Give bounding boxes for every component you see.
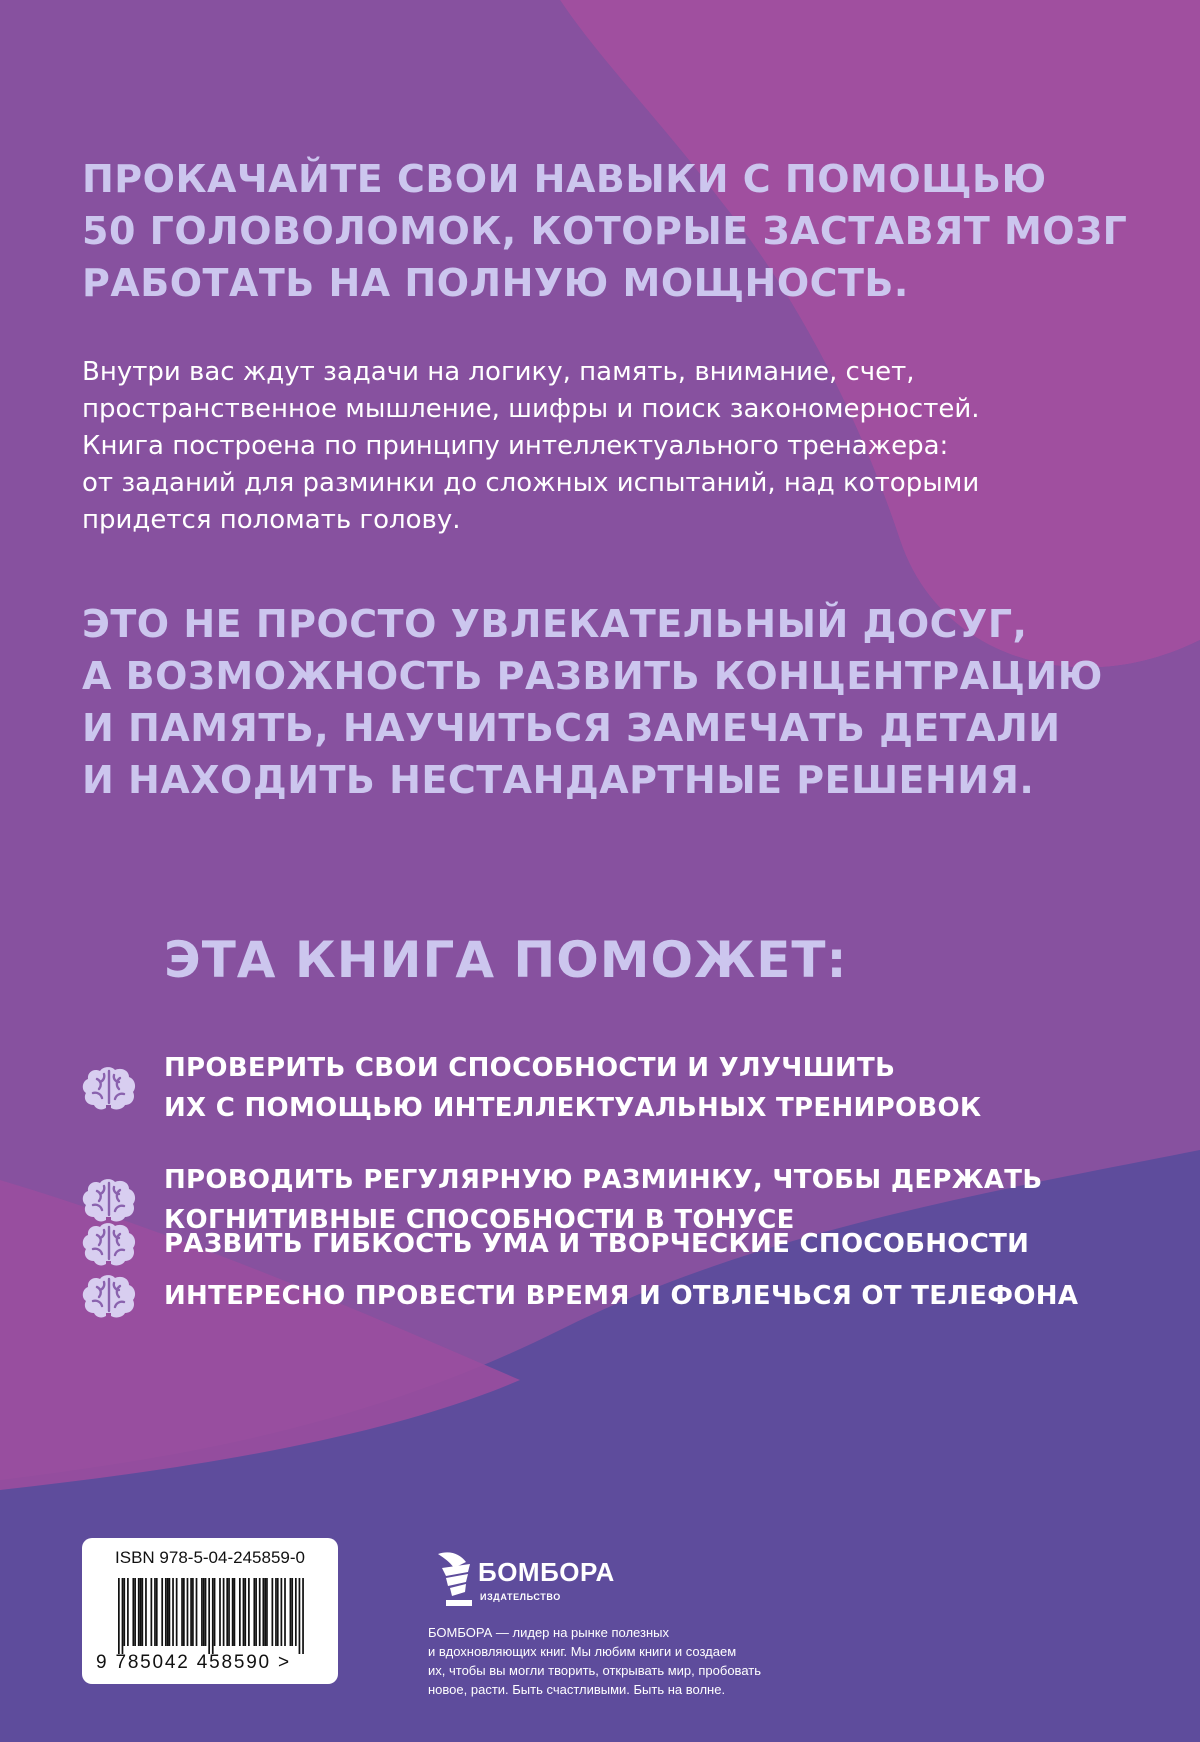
barcode-bar bbox=[138, 1578, 140, 1646]
intro-body-line: пространственное мышление, шифры и поиск закономерностей. bbox=[82, 394, 980, 424]
intro-body-line: Внутри вас ждут задачи на логику, память, внимание, счет, bbox=[82, 357, 915, 387]
barcode-bar bbox=[248, 1578, 250, 1646]
barcode-bar bbox=[299, 1578, 301, 1654]
barcode-bar bbox=[140, 1578, 142, 1646]
barcode-bar bbox=[244, 1578, 246, 1646]
barcode-bar bbox=[259, 1578, 261, 1646]
barcode-bar bbox=[232, 1578, 234, 1646]
isbn-barcode-box bbox=[82, 1538, 338, 1684]
intro-heading-line: ПРОКАЧАЙТЕ СВОИ НАВЫКИ С ПОМОЩЬЮ bbox=[82, 157, 1047, 201]
barcode-bar bbox=[205, 1578, 207, 1646]
benefit-text-line: РАЗВИТЬ ГИБКОСТЬ УМА И ТВОРЧЕСКИЕ СПОСОБНОСТИ bbox=[164, 1229, 1030, 1259]
barcode-bar bbox=[226, 1578, 228, 1646]
barcode-bar bbox=[141, 1578, 143, 1646]
barcode-bar bbox=[290, 1578, 292, 1646]
publisher-blurb-line: БОМБОРА — лидер на рынке полезных bbox=[428, 1625, 669, 1640]
barcode-bar bbox=[156, 1578, 158, 1646]
barcode-bar bbox=[145, 1578, 147, 1646]
barcode-bar bbox=[123, 1578, 125, 1646]
benefits-title: ЭТА КНИГА ПОМОЖЕТ: bbox=[164, 931, 848, 989]
barcode-bar bbox=[255, 1578, 257, 1646]
barcode-bar bbox=[234, 1578, 236, 1646]
benefit-text-line: ПРОВЕРИТЬ СВОИ СПОСОБНОСТИ И УЛУЧШИТЬ bbox=[164, 1053, 896, 1083]
isbn-label: ISBN 978-5-04-245859-0 bbox=[115, 1548, 305, 1567]
barcode-bar bbox=[154, 1578, 156, 1646]
promo-heading-line: И НАХОДИТЬ НЕСТАНДАРТНЫЕ РЕШЕНИЯ. bbox=[82, 758, 1035, 802]
publisher-blurb-line: и вдохновляющих книг. Мы любим книги и создаем bbox=[428, 1644, 737, 1659]
barcode-bar bbox=[262, 1578, 264, 1646]
barcode-bar bbox=[183, 1578, 185, 1646]
publisher-blurb-line: их, чтобы вы могли творить, открывать мир, пробовать bbox=[428, 1663, 761, 1678]
intro-heading bbox=[82, 153, 1127, 309]
barcode-bar bbox=[190, 1578, 192, 1646]
barcode-bar bbox=[203, 1578, 205, 1646]
benefit-text bbox=[164, 1276, 1078, 1316]
benefit-text-line: ПРОВОДИТЬ РЕГУЛЯРНУЮ РАЗМИНКУ, ЧТОБЫ ДЕРЖАТЬ bbox=[164, 1165, 1043, 1195]
barcode-bar bbox=[214, 1578, 216, 1646]
promo-heading-line: И ПАМЯТЬ, НАУЧИТЬСЯ ЗАМЕЧАТЬ ДЕТАЛИ bbox=[82, 706, 1061, 750]
barcode-bar bbox=[281, 1578, 283, 1646]
barcode-bar bbox=[264, 1578, 266, 1646]
barcode-bar bbox=[127, 1578, 129, 1646]
barcode-bar bbox=[243, 1578, 245, 1646]
barcode-bar bbox=[277, 1578, 279, 1646]
intro-body-line: Книга построена по принципу интеллектуального тренажера: bbox=[82, 431, 949, 461]
brain-icon bbox=[80, 1221, 138, 1267]
barcode-bar bbox=[165, 1578, 167, 1646]
barcode-bar bbox=[284, 1578, 286, 1646]
benefit-text bbox=[164, 1224, 1029, 1264]
barcode-bar bbox=[187, 1578, 189, 1646]
barcode bbox=[118, 1578, 304, 1654]
barcode-bar bbox=[132, 1578, 134, 1646]
barcode-bar bbox=[223, 1578, 225, 1646]
benefit-text-line: ИХ С ПОМОЩЬЮ ИНТЕЛЛЕКТУАЛЬНЫХ ТРЕНИРОВОК bbox=[164, 1093, 982, 1123]
benefit-text-line: ИНТЕРЕСНО ПРОВЕСТИ ВРЕМЯ И ОТВЛЕЧЬСЯ ОТ ТЕЛЕФОНА bbox=[164, 1281, 1079, 1311]
promo-heading-line: ЭТО НЕ ПРОСТО УВЛЕКАТЕЛЬНЫЙ ДОСУГ, bbox=[82, 602, 1028, 646]
barcode-digits: 9 785042 458590 > bbox=[96, 1652, 291, 1673]
barcode-bar bbox=[181, 1578, 183, 1646]
intro-heading-line: РАБОТАТЬ НА ПОЛНУЮ МОЩНОСТЬ. bbox=[82, 261, 909, 305]
barcode-bar bbox=[253, 1578, 255, 1646]
barcode-bar bbox=[118, 1578, 120, 1654]
barcode-bar bbox=[169, 1578, 171, 1646]
publisher-subtitle: ИЗДАТЕЛЬСТВО bbox=[480, 1592, 561, 1602]
barcode-bar bbox=[208, 1578, 210, 1654]
promo-heading-line: А ВОЗМОЖНОСТЬ РАЗВИТЬ КОНЦЕНТРАЦИЮ bbox=[82, 654, 1103, 698]
barcode-bar bbox=[239, 1578, 241, 1646]
promo-heading bbox=[82, 598, 1103, 806]
barcode-bar bbox=[192, 1578, 194, 1646]
intro-body-line: от заданий для разминки до сложных испытаний, над которыми bbox=[82, 468, 980, 498]
intro-heading-line: 50 ГОЛОВОЛОМОК, КОТОРЫЕ ЗАСТАВЯТ МОЗГ bbox=[82, 209, 1128, 253]
barcode-bar bbox=[228, 1578, 230, 1646]
barcode-bar bbox=[196, 1578, 198, 1646]
brain-icon bbox=[80, 1065, 138, 1111]
barcode-bar bbox=[176, 1578, 178, 1646]
barcode-bar bbox=[151, 1578, 153, 1646]
intro-body-text bbox=[82, 354, 980, 539]
barcode-bar bbox=[291, 1578, 293, 1646]
intro-body-line: придется поломать голову. bbox=[82, 505, 461, 535]
barcode-bar bbox=[272, 1578, 274, 1646]
brain-icon bbox=[80, 1177, 138, 1223]
publisher-name: БОМБОРА bbox=[478, 1557, 615, 1587]
publisher-blurb bbox=[428, 1623, 761, 1699]
barcode-bar bbox=[122, 1578, 124, 1654]
barcode-bar bbox=[134, 1578, 136, 1646]
barcode-bar bbox=[212, 1578, 214, 1654]
barcode-bar bbox=[172, 1578, 174, 1646]
publisher-blurb-line: новое, расти. Быть счастливыми. Быть на волне. bbox=[428, 1682, 726, 1697]
barcode-bar bbox=[167, 1578, 169, 1646]
benefit-text bbox=[164, 1048, 981, 1128]
benefit-text-line: КОГНИТИВНЫЕ СПОСОБНОСТИ В ТОНУСЕ bbox=[164, 1205, 795, 1235]
barcode-bar bbox=[295, 1578, 297, 1646]
barcode-bar bbox=[219, 1578, 221, 1646]
barcode-bar bbox=[266, 1578, 268, 1646]
barcode-bar bbox=[161, 1578, 163, 1646]
barcode-bar bbox=[275, 1578, 277, 1646]
barcode-bar bbox=[201, 1578, 203, 1646]
brain-icon bbox=[80, 1273, 138, 1319]
barcode-bar bbox=[302, 1578, 304, 1654]
